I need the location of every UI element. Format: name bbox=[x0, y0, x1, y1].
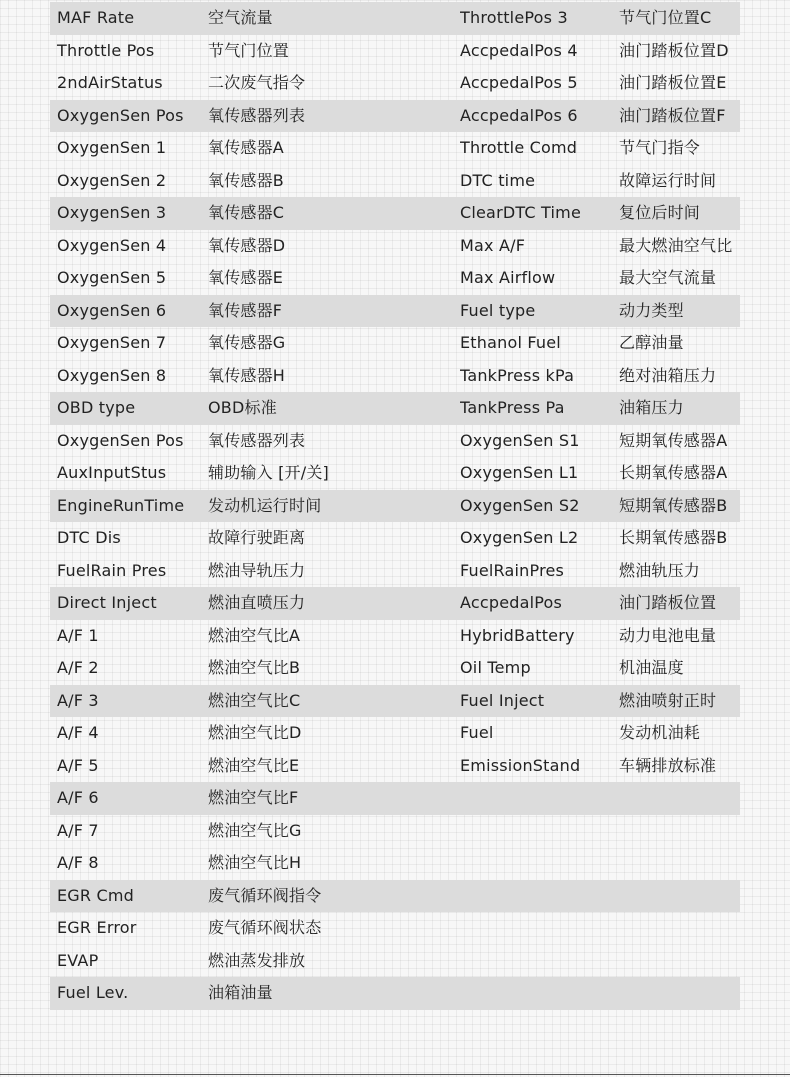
param-name-left: A/F 1 bbox=[57, 625, 99, 645]
table-row bbox=[50, 555, 740, 588]
param-desc-right: 节气门指令 bbox=[619, 138, 701, 157]
param-name-left: OxygenSen Pos bbox=[57, 430, 184, 450]
param-name-right: DTC time bbox=[460, 170, 536, 190]
table-row bbox=[50, 457, 740, 490]
param-name-left: OxygenSen 3 bbox=[57, 203, 167, 222]
param-desc-left: 节气门位置 bbox=[208, 40, 290, 60]
param-name-right: Oil Temp bbox=[460, 658, 531, 677]
param-name-right: TankPress Pa bbox=[460, 398, 565, 417]
param-name-right: Fuel Inject bbox=[460, 690, 545, 710]
param-name-left: OxygenSen 1 bbox=[57, 138, 167, 157]
table-row bbox=[50, 392, 740, 425]
table-row bbox=[50, 2, 740, 35]
table-row bbox=[50, 685, 740, 718]
param-name-right: OxygenSen S2 bbox=[460, 495, 580, 515]
param-name-left: A/F 3 bbox=[57, 690, 99, 710]
table-row bbox=[50, 945, 740, 978]
param-desc-right: 车辆排放标准 bbox=[619, 755, 717, 775]
param-name-left: OxygenSen 4 bbox=[57, 235, 167, 255]
param-desc-right: 短期氧传感器B bbox=[619, 495, 728, 515]
param-name-left: Throttle Pos bbox=[57, 40, 155, 60]
param-name-left: OxygenSen 7 bbox=[57, 333, 167, 352]
table-row bbox=[50, 295, 740, 328]
param-desc-left: 氧传感器列表 bbox=[208, 430, 306, 450]
param-desc-left: 燃油直喷压力 bbox=[208, 593, 306, 612]
param-name-right: OxygenSen S1 bbox=[460, 430, 580, 450]
table-row bbox=[50, 327, 740, 360]
table-row bbox=[50, 782, 740, 815]
param-name-left: DTC Dis bbox=[57, 528, 121, 547]
param-desc-left: 二次废气指令 bbox=[208, 73, 306, 92]
param-desc-left: 发动机运行时间 bbox=[208, 495, 322, 515]
param-desc-right: 复位后时间 bbox=[619, 203, 701, 222]
param-desc-left: 氧传感器A bbox=[208, 138, 284, 157]
param-name-left: A/F 2 bbox=[57, 658, 99, 677]
param-desc-right: 短期氧传感器A bbox=[619, 430, 728, 450]
param-desc-left: 燃油导轨压力 bbox=[208, 560, 306, 580]
param-name-left: AuxInputStus bbox=[57, 463, 167, 482]
bottom-divider bbox=[0, 1074, 790, 1075]
table-row bbox=[50, 165, 740, 198]
param-desc-left: 氧传感器H bbox=[208, 365, 286, 385]
param-name-left: A/F 5 bbox=[57, 755, 99, 775]
param-desc-left: 氧传感器列表 bbox=[208, 105, 306, 125]
param-name-left: OxygenSen 8 bbox=[57, 365, 167, 385]
param-name-right: Ethanol Fuel bbox=[460, 333, 561, 352]
param-desc-left: 燃油空气比E bbox=[208, 755, 300, 775]
table-row bbox=[50, 230, 740, 263]
table-row bbox=[50, 652, 740, 685]
param-desc-left: 氧传感器E bbox=[208, 268, 284, 287]
table-row bbox=[50, 360, 740, 393]
param-desc-left: 废气循环阀指令 bbox=[208, 885, 322, 905]
param-name-left: A/F 6 bbox=[57, 788, 99, 807]
param-desc-right: 发动机油耗 bbox=[619, 723, 701, 742]
param-desc-left: 废气循环阀状态 bbox=[208, 918, 322, 937]
param-name-left: MAF Rate bbox=[57, 8, 135, 27]
param-name-right: Fuel type bbox=[460, 300, 536, 320]
param-name-left: Direct Inject bbox=[57, 593, 157, 612]
param-name-left: EngineRunTime bbox=[57, 495, 185, 515]
param-desc-right: 长期氧传感器B bbox=[619, 528, 728, 547]
param-desc-left: 故障行驶距离 bbox=[208, 528, 306, 547]
param-name-left: A/F 8 bbox=[57, 853, 99, 872]
table-row bbox=[50, 750, 740, 783]
param-name-left: OxygenSen Pos bbox=[57, 105, 184, 125]
param-desc-right: 长期氧传感器A bbox=[619, 463, 728, 482]
param-name-left: A/F 4 bbox=[57, 723, 99, 742]
param-name-right: AccpedalPos 4 bbox=[460, 40, 578, 60]
table-row bbox=[50, 880, 740, 913]
param-desc-right: 动力电池电量 bbox=[619, 625, 717, 645]
param-desc-left: 燃油空气比B bbox=[208, 658, 301, 677]
table-row bbox=[50, 490, 740, 523]
param-name-right: TankPress kPa bbox=[460, 365, 575, 385]
param-name-left: OxygenSen 6 bbox=[57, 300, 167, 320]
table-row bbox=[50, 425, 740, 458]
param-desc-left: 空气流量 bbox=[208, 8, 273, 27]
param-name-left: EVAP bbox=[57, 950, 99, 970]
param-desc-right: 油门踏板位置 bbox=[619, 593, 717, 612]
param-desc-left: OBD标准 bbox=[208, 398, 277, 417]
param-desc-right: 最大燃油空气比 bbox=[619, 235, 733, 255]
param-desc-left: 氧传感器F bbox=[208, 300, 283, 320]
table-row bbox=[50, 35, 740, 68]
param-desc-right: 油门踏板位置D bbox=[619, 40, 729, 60]
param-desc-left: 燃油空气比F bbox=[208, 788, 299, 807]
param-name-right: FuelRainPres bbox=[460, 560, 565, 580]
param-desc-right: 乙醇油量 bbox=[619, 333, 684, 352]
param-name-right: Max A/F bbox=[460, 235, 526, 255]
param-name-right: ClearDTC Time bbox=[460, 203, 582, 222]
param-desc-left: 油箱油量 bbox=[208, 983, 273, 1002]
param-desc-right: 燃油喷射正时 bbox=[619, 690, 717, 710]
param-desc-left: 燃油空气比A bbox=[208, 625, 301, 645]
param-name-right: EmissionStand bbox=[460, 755, 581, 775]
table-row bbox=[50, 620, 740, 653]
param-desc-right: 油箱压力 bbox=[619, 398, 684, 417]
table-row bbox=[50, 717, 740, 750]
param-desc-left: 氧传感器C bbox=[208, 203, 285, 222]
param-desc-left: 氧传感器B bbox=[208, 170, 284, 190]
param-desc-left: 燃油空气比G bbox=[208, 820, 302, 840]
param-desc-right: 绝对油箱压力 bbox=[619, 365, 717, 385]
param-name-left: FuelRain Pres bbox=[57, 560, 167, 580]
param-desc-right: 最大空气流量 bbox=[619, 268, 717, 287]
param-desc-left: 氧传感器G bbox=[208, 333, 286, 352]
param-desc-right: 油门踏板位置E bbox=[619, 73, 727, 92]
table-row bbox=[50, 977, 740, 1010]
param-desc-right: 机油温度 bbox=[619, 658, 684, 677]
param-name-right: Max Airflow bbox=[460, 268, 556, 287]
param-desc-right: 燃油轨压力 bbox=[619, 560, 701, 580]
param-name-right: ThrottlePos 3 bbox=[460, 8, 568, 27]
param-desc-left: 燃油空气比C bbox=[208, 690, 301, 710]
param-name-left: Fuel Lev. bbox=[57, 983, 129, 1002]
table-row bbox=[50, 815, 740, 848]
param-name-right: HybridBattery bbox=[460, 625, 575, 645]
param-name-right: Fuel bbox=[460, 723, 494, 742]
table-row bbox=[50, 132, 740, 165]
table-row bbox=[50, 522, 740, 555]
table-row bbox=[50, 100, 740, 133]
param-name-right: OxygenSen L1 bbox=[460, 463, 579, 482]
param-desc-right: 故障运行时间 bbox=[619, 170, 717, 190]
param-name-left: A/F 7 bbox=[57, 820, 99, 840]
param-name-right: OxygenSen L2 bbox=[460, 528, 579, 547]
param-name-left: OBD type bbox=[57, 398, 136, 417]
table-row bbox=[50, 587, 740, 620]
table-row bbox=[50, 67, 740, 100]
param-desc-left: 氧传感器D bbox=[208, 235, 286, 255]
table-row bbox=[50, 197, 740, 230]
param-name-left: OxygenSen 5 bbox=[57, 268, 167, 287]
param-name-right: AccpedalPos bbox=[460, 593, 563, 612]
param-name-left: EGR Error bbox=[57, 918, 137, 937]
param-name-right: Throttle Comd bbox=[460, 138, 578, 157]
table-row bbox=[50, 847, 740, 880]
param-desc-left: 燃油空气比D bbox=[208, 723, 302, 742]
param-desc-right: 油门踏板位置F bbox=[619, 105, 726, 125]
param-name-right: AccpedalPos 6 bbox=[460, 105, 578, 125]
param-desc-left: 燃油空气比H bbox=[208, 853, 302, 872]
param-desc-left: 辅助输入 [开/关] bbox=[208, 463, 329, 482]
table-row bbox=[50, 262, 740, 295]
param-name-right: AccpedalPos 5 bbox=[460, 73, 578, 92]
param-desc-right: 节气门位置C bbox=[619, 8, 712, 27]
table-row bbox=[50, 912, 740, 945]
param-name-left: OxygenSen 2 bbox=[57, 170, 167, 190]
param-desc-left: 燃油蒸发排放 bbox=[208, 950, 306, 970]
param-name-left: 2ndAirStatus bbox=[57, 73, 163, 92]
parameter-table bbox=[50, 2, 740, 1010]
param-name-left: EGR Cmd bbox=[57, 885, 135, 905]
param-desc-right: 动力类型 bbox=[619, 300, 684, 320]
